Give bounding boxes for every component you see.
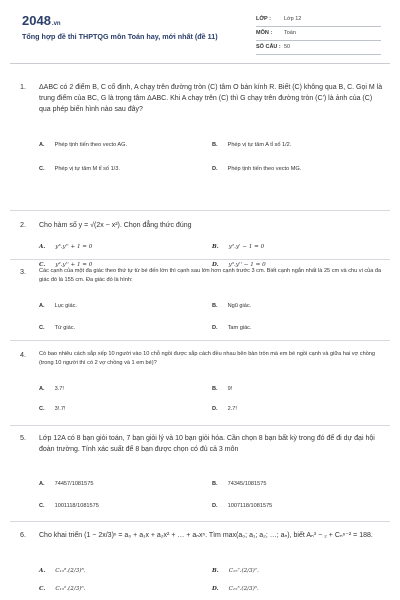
option-text: 74457/1081575 (54, 481, 94, 487)
option-letter: B. (212, 481, 218, 487)
question-separator (10, 210, 390, 211)
question-text: Lớp 12A có 8 bạn giỏi toán, 7 bạn giỏi lý và 10 bạn giỏi hóa. Cần chọn 8 bạn bất kỳ trong đó để đi dự đại hội đoàn trường. Tính xác suất để 8 bạn được chọn có đủ cả 3 môn (39, 435, 375, 453)
option-text: y².y'' + 1 = 0 (55, 262, 93, 268)
option-text: Phép vị tự tâm M tỉ số 1/3. (54, 166, 120, 172)
meta-value: 50 (284, 44, 291, 50)
option-text: C₁₅⁸.(2/3)⁸. (55, 568, 86, 574)
option-a[interactable] (39, 481, 93, 487)
option-c[interactable] (39, 325, 75, 331)
question-number: 5. (20, 433, 26, 442)
option-d[interactable] (212, 406, 237, 412)
option-letter: D. (212, 166, 218, 172)
question-number: 1. (20, 82, 26, 91)
option-text: 1001118/1081575 (54, 503, 99, 509)
option-text: Lục giác. (54, 303, 77, 309)
option-text: C₁₅⁷.(2/3)⁷. (228, 568, 259, 574)
question-number: 6. (20, 530, 26, 539)
option-text: Tam giác. (227, 325, 252, 331)
question-separator (10, 521, 390, 522)
option-text: C₁₅⁶.(2/3)⁶. (55, 586, 86, 592)
meta-value: Toán (284, 30, 296, 36)
option-a[interactable] (39, 142, 127, 148)
option-letter: B. (212, 568, 219, 574)
question-number: 2. (20, 220, 26, 229)
option-c[interactable] (39, 503, 99, 509)
option-c[interactable] (39, 406, 65, 412)
option-text: 2.7! (227, 406, 237, 412)
meta-row-count (256, 41, 381, 55)
logo-text: 2048 (22, 13, 51, 28)
meta-label: SỐ CÂU : (256, 44, 281, 50)
option-text: 3!.7! (54, 406, 66, 412)
document-title: Tổng hợp đề thi THPTQG môn Toán hay, mới nhất (đề 11) (22, 32, 218, 41)
question-number: 3. (20, 267, 26, 276)
question-text: Cho hàm số y = √(2x − x²). Chọn đẳng thức đúng (39, 222, 192, 229)
option-a[interactable] (39, 568, 85, 574)
question-number: 4. (20, 350, 26, 359)
option-c[interactable] (39, 166, 120, 172)
option-letter: C. (39, 503, 45, 509)
option-letter: A. (39, 568, 46, 574)
meta-label: LỚP : (256, 16, 271, 22)
question-separator (10, 425, 390, 426)
site-logo[interactable] (22, 13, 61, 28)
option-d[interactable] (212, 586, 259, 592)
option-text: y².y' − 1 = 0 (228, 244, 265, 250)
option-a[interactable] (39, 244, 92, 250)
option-letter: C. (39, 166, 45, 172)
option-letter: C. (39, 586, 46, 592)
question-text: ΔABC có 2 điểm B, C cố định, A chạy trên đường tròn (C) tâm O bán kính R. Biết (C) không qua B, C. Gọi M là trung điểm của BC, G là trọng tâm ΔABC. Khi A chạy trên (C) thì G chạy trên đường tròn (C') là ảnh của (C) qua phép biến hình nào sau đây? (39, 84, 383, 113)
meta-table (256, 13, 381, 55)
question-text: Các cạnh của một đa giác theo thứ tự từ bé đến lớn thì cạnh sau lớn hơn cạnh trước 3 cm. Biết cạnh ngắn nhất là 25 cm và chu vi của đa giác đó là 155 cm. Đa giác đó là hình: (39, 268, 382, 283)
question-text: Cho khai triển (1 − 2x/3)ⁿ = a₀ + a₁x + a₂x² + … + aₙxⁿ. Tìm max(a₀; a₁; a₂; …; aₙ), biết Aₙ³ − ₂ + Cₙⁿ⁻² = 188. (39, 532, 373, 539)
option-text: 74345/1081575 (227, 481, 267, 487)
option-c[interactable] (39, 586, 86, 592)
option-letter: A. (39, 142, 45, 148)
meta-row-class (256, 13, 381, 27)
option-letter: C. (39, 262, 46, 268)
option-letter: C. (39, 325, 45, 331)
option-letter: D. (212, 262, 219, 268)
meta-label: MÔN : (256, 30, 273, 36)
option-d[interactable] (212, 166, 301, 172)
option-letter: D. (212, 586, 219, 592)
option-letter: A. (39, 244, 46, 250)
option-text: C₁₅⁵.(2/3)⁵. (228, 586, 259, 592)
option-letter: D. (212, 503, 218, 509)
option-b[interactable] (212, 142, 291, 148)
option-letter: B. (212, 142, 218, 148)
option-text: 9! (227, 386, 233, 392)
option-letter: B. (212, 303, 218, 309)
option-text: 1007118/1081575 (227, 503, 273, 509)
header-divider (10, 63, 390, 64)
option-a[interactable] (39, 303, 77, 309)
option-text: Phép vị tự tâm A tỉ số 1/2. (227, 142, 292, 148)
option-text: Ngũ giác. (227, 303, 252, 309)
option-text: y³.y'' − 1 = 0 (228, 262, 266, 268)
option-d[interactable] (212, 503, 272, 509)
meta-row-subject (256, 27, 381, 41)
option-letter: C. (39, 406, 45, 412)
option-text: 3.7! (54, 386, 64, 392)
option-letter: D. (212, 406, 218, 412)
option-letter: B. (212, 386, 218, 392)
question-text: Có bao nhiêu cách sắp xếp 10 người vào 10 chỗ ngồi được sắp cách đều nhau bên bàn tròn mà em bé ngồi cạnh và giữa hai vợ chồng (trong 10 người thì có 2 vợ chồng và 1 em bé)? (39, 351, 376, 366)
option-d[interactable] (212, 325, 252, 331)
document-header (0, 0, 400, 56)
question-separator (10, 340, 390, 341)
option-text: y³.y'' + 1 = 0 (55, 244, 93, 250)
question-separator (10, 259, 390, 260)
option-b[interactable] (212, 244, 264, 250)
option-b[interactable] (212, 481, 266, 487)
option-b[interactable] (212, 386, 232, 392)
option-letter: B. (212, 244, 219, 250)
option-letter: A. (39, 386, 45, 392)
option-b[interactable] (212, 303, 251, 309)
meta-value: Lớp 12 (284, 16, 302, 22)
option-letter: D. (212, 325, 218, 331)
logo-tld: .vn (51, 21, 61, 27)
option-letter: A. (39, 303, 45, 309)
option-text: Phép tịnh tiến theo vecto AG. (54, 142, 128, 148)
option-letter: A. (39, 481, 45, 487)
option-text: Phép tịnh tiến theo vecto MG. (227, 166, 302, 172)
option-a[interactable] (39, 386, 64, 392)
option-text: Tứ giác. (54, 325, 76, 331)
option-b[interactable] (212, 568, 259, 574)
